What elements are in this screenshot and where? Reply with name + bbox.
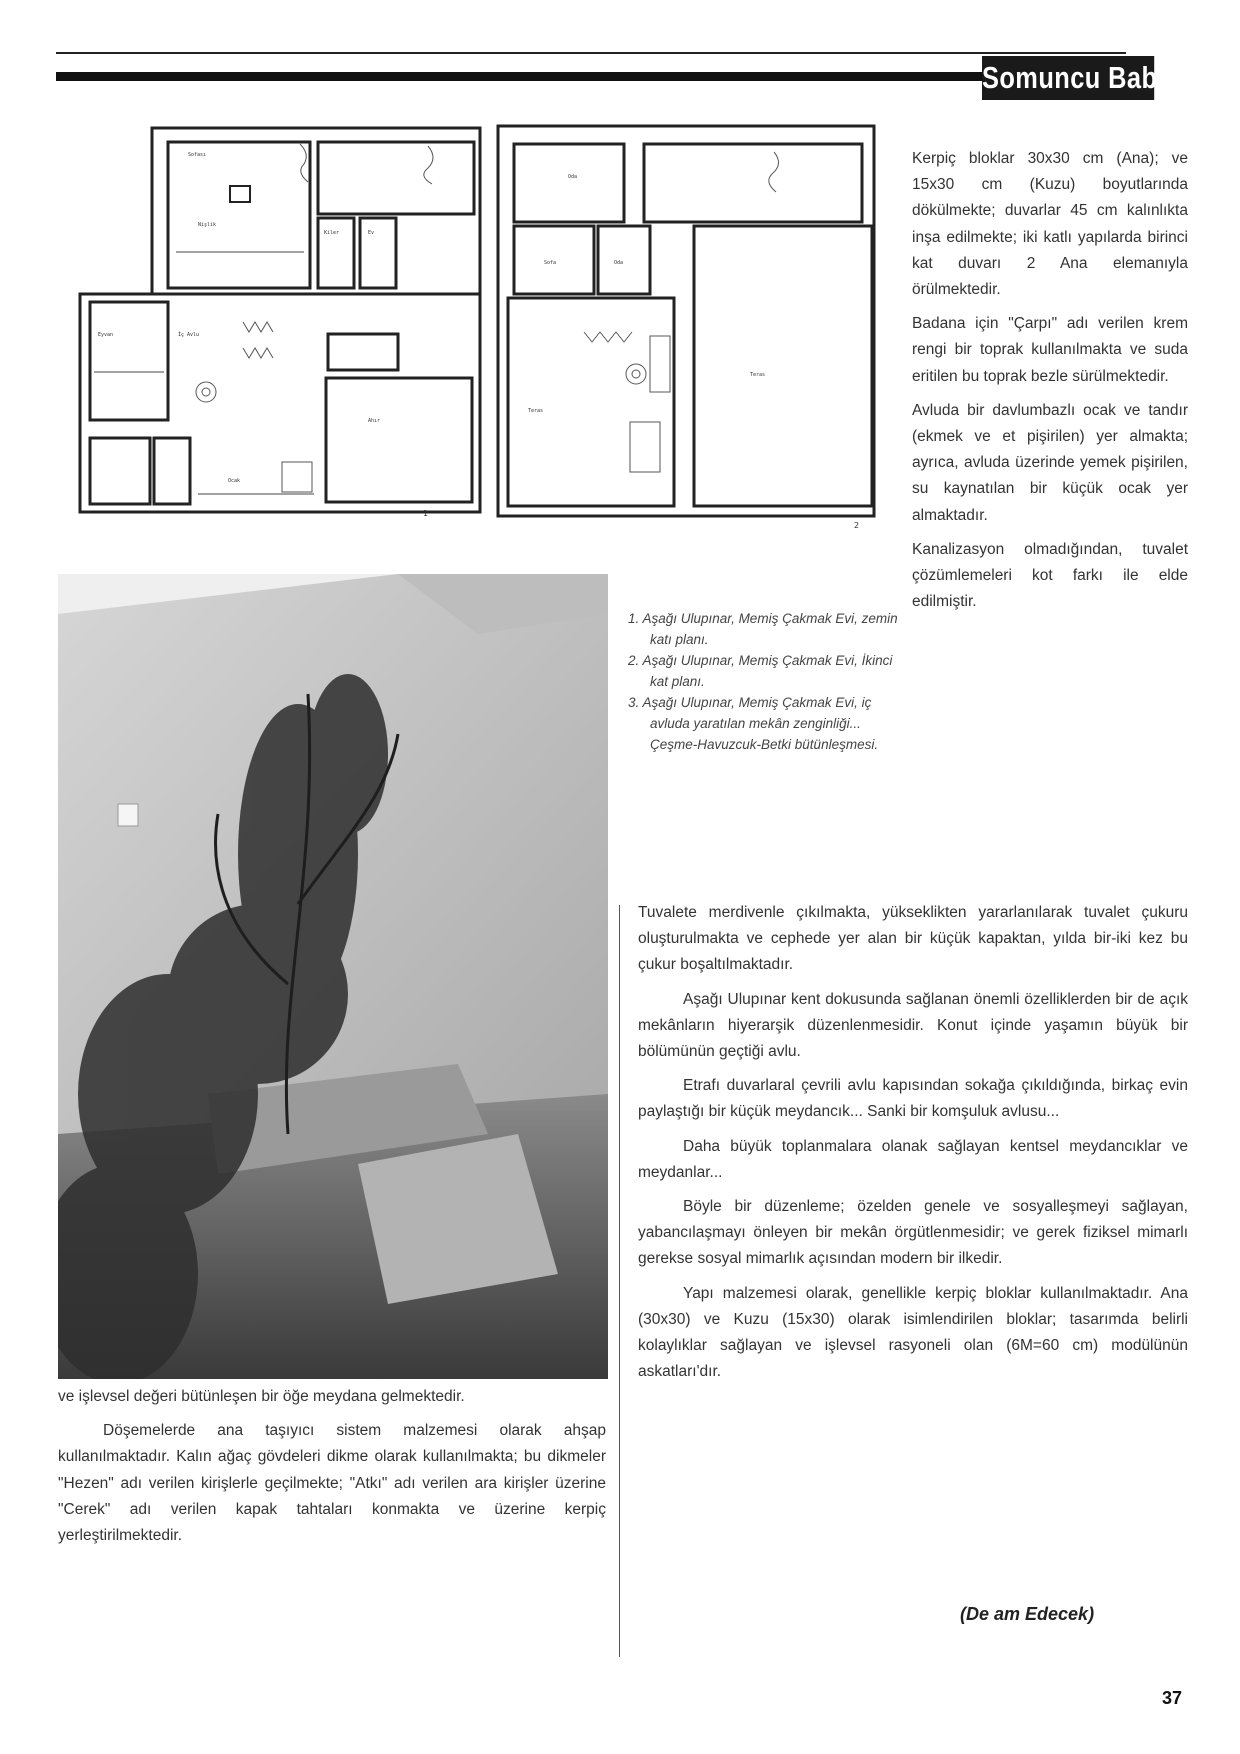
floor-plan-ground: [78, 122, 486, 518]
article-column-left-bottom: [58, 1384, 606, 1549]
page-number: 37: [1162, 1688, 1183, 1708]
plan2-label: Teras: [528, 408, 544, 414]
header-rule-thick: [56, 72, 986, 81]
paragraph: Etrafı duvarlaral çevrili avlu kapısından sokağa çıkıldığında, birkaç evin paylaştığı bir küçük meydancık... Sanki bir komşuluk avlusu...: [638, 1077, 1188, 1121]
paragraph: Döşemelerde ana taşıyıcı sistem malzemesi olarak ahşap kullanılmaktadır. Kalın ağaç gövdeleri dikme olarak kullanılmakta; bu dikmeler "Hezen" adı verilen kirişlerle geçilmekte; "Atkı" adı verilen ara kirişler üzerine "Cerek" adı verilen kapak tahtaları konmakta ve üzerine kerpiç yerleştirilmektedir.: [58, 1422, 606, 1545]
header-rule-thin: [56, 52, 1126, 54]
article-column-right-top: [912, 146, 1188, 615]
caption-item: 3. Aşağı Ulupınar, Memiş Çakmak Evi, iç avluda yaratılan mekân zenginliği... Çeşme-Havuzcuk-Betki bütünleşmesi.: [628, 695, 879, 752]
plan2-number: 2: [854, 521, 860, 530]
plan1-label: Ocak: [228, 478, 241, 484]
plan1-label: Sofası: [188, 152, 207, 158]
magazine-brand: Somuncu Baba: [982, 56, 1154, 100]
plan2-label: Oda: [614, 260, 624, 266]
paragraph: Kanalizasyon olmadığından, tuvalet çözümlemeleri kot farkı ile elde edilmiştir.: [912, 540, 1188, 611]
caption-item: 2. Aşağı Ulupınar, Memiş Çakmak Evi, İkinci kat planı.: [628, 653, 893, 689]
continued-note: (De am Edecek): [960, 1604, 1095, 1624]
paragraph: Avluda bir davlumbazlı ocak ve tandır (ekmek ve et pişirilen) yer almakta; ayrıca, avluda üzerinde yemek pişirilen, su kaynatılan bir küçük ocak yer almaktadır.: [912, 401, 1188, 524]
plan2-label: Teras: [750, 372, 766, 378]
paragraph: ve işlevsel değeri bütünleşen bir öğe meydana gelmektedir.: [58, 1388, 465, 1405]
paragraph: Daha büyük toplanmalara olanak sağlayan kentsel meydancıklar ve meydanlar...: [638, 1137, 1188, 1181]
paragraph: Aşağı Ulupınar kent dokusunda sağlanan önemli özelliklerden bir de açık mekânların hiyerarşik düzenlenmesidir. Konut içinde yaşamın büyük bir bölümünün geçtiği avlu.: [638, 990, 1188, 1061]
paragraph: Böyle bir düzenleme; özelden genele ve sosyalleşmeyi sağlayan, yabancılaşmayı önleyen bir mekân örgütlenmesidir; ve gerek fiziksel mimarlı gerekse sosyal mimarlık açısından modern bir ilkedir.: [638, 1198, 1188, 1268]
plan1-label: Eyvan: [98, 332, 114, 338]
floor-plan-first: [494, 122, 878, 530]
courtyard-photo: [58, 574, 608, 1379]
paragraph: Yapı malzemesi olarak, genellikle kerpiç bloklar kullanılmaktadır. Ana (30x30) ve Kuzu (15x30) olarak isimlendirilen bloklar; tasarımda belirli kolaylıklar sağlayan ve işlevsel rasyoneli olan (6M=60 cm) modülünün askatları'dır.: [638, 1284, 1188, 1381]
plan1-label: Ev: [368, 230, 375, 236]
plan2-label: Oda: [568, 174, 578, 180]
plan1-label: Ahır: [368, 418, 381, 424]
plan1-number: 1: [423, 509, 429, 518]
column-divider: [619, 905, 620, 1657]
plan1-label: İç Avlu: [178, 332, 200, 338]
plan2-label: Sofa: [544, 260, 557, 266]
paragraph: Badana için "Çarpı" adı verilen krem rengi bir toprak kullanılmakta ve suda eritilen bu toprak bezle sürülmektedir.: [912, 315, 1188, 385]
article-column-right-bottom: [638, 900, 1188, 1385]
plan1-label: Kiler: [324, 230, 340, 236]
caption-item: 1. Aşağı Ulupınar, Memiş Çakmak Evi, zemin katı planı.: [628, 611, 898, 647]
paragraph: Kerpiç bloklar 30x30 cm (Ana); ve 15x30 cm (Kuzu) boyutlarında dökülmekte; duvarlar 45 cm kalınlıkta inşa edilmekte; iki katlı yapılarda birinci kat duvarı 2 Ana elemanıyla örülmektedir.: [912, 150, 1188, 299]
figure-caption: [628, 608, 900, 755]
paragraph: Tuvalete merdivenle çıkılmakta, yükseklikten yararlanılarak tuvalet çukuru oluşturulmakta ve cephede yer alan bir küçük kapaktan, yılda bir-iki kez bu çukur boşaltılmaktadır.: [638, 904, 1188, 974]
plan1-label: Nişlik: [198, 222, 217, 228]
